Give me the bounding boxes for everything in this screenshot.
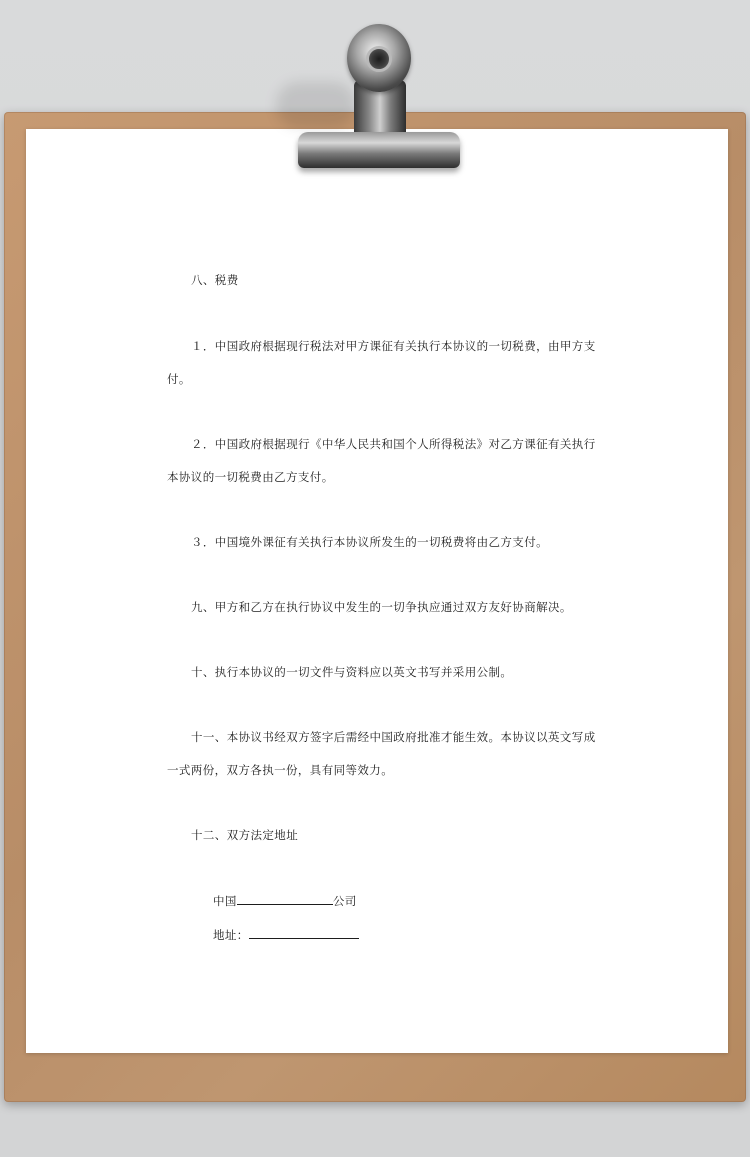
address-blank (249, 926, 359, 939)
company-prefix: 中国 (213, 894, 237, 908)
section-12-heading: 十二、双方法定地址 (191, 828, 299, 842)
section-11-line-1: 十一、本协议书经双方签字后需经中国政府批准才能生效。本协议以英文写成 (191, 730, 596, 744)
heading-section-8: 八、税费 (191, 273, 239, 287)
section-11-line-2: 一式两份，双方各执一份，具有同等效力。 (167, 763, 394, 777)
clause-8-2-line-2: 本协议的一切税费由乙方支付。 (167, 470, 334, 484)
section-10: 十、执行本协议的一切文件与资料应以英文书写并采用公制。 (191, 665, 513, 679)
address-label: 地址： (213, 928, 249, 942)
clause-8-1-line-1: １．中国政府根据现行税法对甲方课征有关执行本协议的一切税费，由甲方支 (191, 339, 596, 353)
clause-8-2-line-1: ２．中国政府根据现行《中华人民共和国个人所得税法》对乙方课征有关执行 (191, 437, 596, 451)
address-line (213, 926, 359, 943)
company-line (213, 892, 357, 909)
section-9: 九、甲方和乙方在执行协议中发生的一切争执应通过双方友好协商解决。 (191, 600, 572, 614)
company-name-blank (237, 892, 333, 905)
company-suffix: 公司 (332, 894, 357, 908)
clause-8-3: ３．中国境外课征有关执行本协议所发生的一切税费将由乙方支付。 (191, 535, 548, 549)
clause-8-1-line-2: 付。 (167, 372, 191, 386)
